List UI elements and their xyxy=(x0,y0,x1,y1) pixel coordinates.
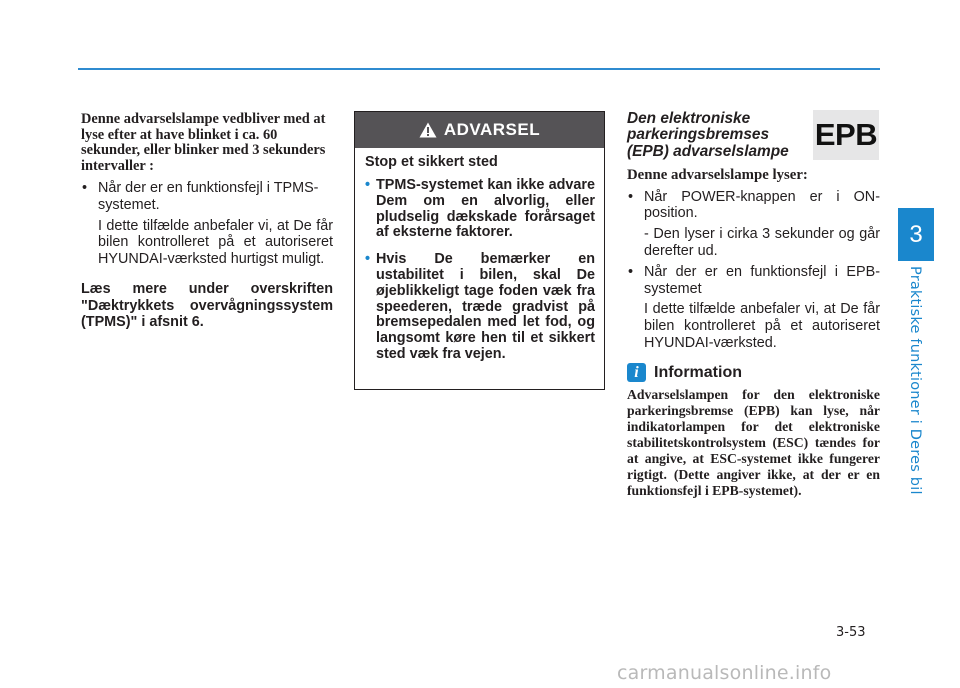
watermark: carmanualsonline.info xyxy=(617,662,832,684)
warning-item-text: TPMS-systemet kan ikke advare Dem om en alvorlig, eller pludselig dækskade forårsaget af eksterne faktorer. xyxy=(376,177,595,241)
left-column xyxy=(81,112,333,331)
info-icon: i xyxy=(627,363,646,382)
tpms-heading: Denne advarselslampe vedbliver med at lyse efter at have blinket i ca. 60 sekunder, eller blinker med 3 sekunders intervaller : xyxy=(81,111,326,174)
right-column xyxy=(627,111,880,499)
information-header xyxy=(627,363,880,382)
warning-triangle-icon xyxy=(419,122,437,138)
chapter-title-vertical xyxy=(897,266,933,495)
warning-header xyxy=(355,112,604,148)
bullet-dot: • xyxy=(82,180,88,197)
warning-label: ADVARSEL xyxy=(443,120,541,139)
bullet-dot: • xyxy=(628,188,634,205)
epb-bullet-detail-text: - Den lyser i cirka 3 sekunder og går derefter ud. xyxy=(644,226,880,259)
warning-item-text: Hvis De bemærker en ustabilitet i bilen, skal De øjeblikkeligt tage foden væk fra speederen, træde gradvist på bremsepedalen med let fod, og langsomt køre hen til et sikkert sted væk fra vejen. xyxy=(376,251,595,362)
bullet-dot: • xyxy=(365,251,371,268)
warning-body xyxy=(355,148,604,363)
epb-bullet-text: Når POWER-knappen er i ON-position. xyxy=(644,188,880,222)
epb-bullet xyxy=(627,264,880,297)
bullet-dot: • xyxy=(628,264,634,281)
tpms-bullet xyxy=(81,180,333,213)
bullet-dot: • xyxy=(365,177,371,193)
epb-bullet xyxy=(627,189,880,222)
tpms-bullet-text: Når der er en funktionsfejl i TPMS-systemet. xyxy=(98,180,319,213)
epb-bullet-detail: I dette tilfælde anbefaler vi, at De får bilen kontrolleret på et autoriseret HYUNDAI-værksted. xyxy=(644,301,880,351)
warning-item xyxy=(365,252,595,363)
information-text: Advarselslampen for den elektroniske parkeringsbremse (EPB) kan lyse, når indikatorlampen for det elektroniske stabilitetskontrolsystem (ESC) tændes for at angive, at ESC-systemet ikke fungerer rigtigt. (Dette angiver ikke, at der er en funktionsfejl i EPB-systemet). xyxy=(627,387,880,498)
top-rule xyxy=(78,68,880,70)
epb-bullet-text: Når der er en funktionsfejl i EPB-systemet xyxy=(644,264,880,297)
epb-bullet-detail xyxy=(627,226,880,259)
warning-box xyxy=(354,111,605,390)
chapter-tab: 3 xyxy=(898,208,934,261)
tpms-reference: Læs mere under overskriften "Dæktrykkets overvågningssystem (TPMS)" i afsnit 6. xyxy=(81,281,333,331)
epb-title: Den elektroniske parkeringsbremses (EPB) advarselslampe xyxy=(627,110,789,160)
information-label: Information xyxy=(654,363,742,381)
warning-item xyxy=(365,178,595,241)
epb-subheading: Denne advarselslampe lyser: xyxy=(627,167,808,184)
warning-title: Stop et sikkert sted xyxy=(365,154,498,170)
page-number: 3-53 xyxy=(836,625,866,640)
chapter-title: Praktiske funktioner i Deres bil xyxy=(907,266,923,495)
epb-indicator-icon: EPB xyxy=(813,110,879,160)
tpms-bullet-detail: I dette tilfælde anbefaler vi, at De får bilen kontrolleret på et autoriseret HYUNDAI-værksted hurtigst muligt. xyxy=(98,217,333,267)
